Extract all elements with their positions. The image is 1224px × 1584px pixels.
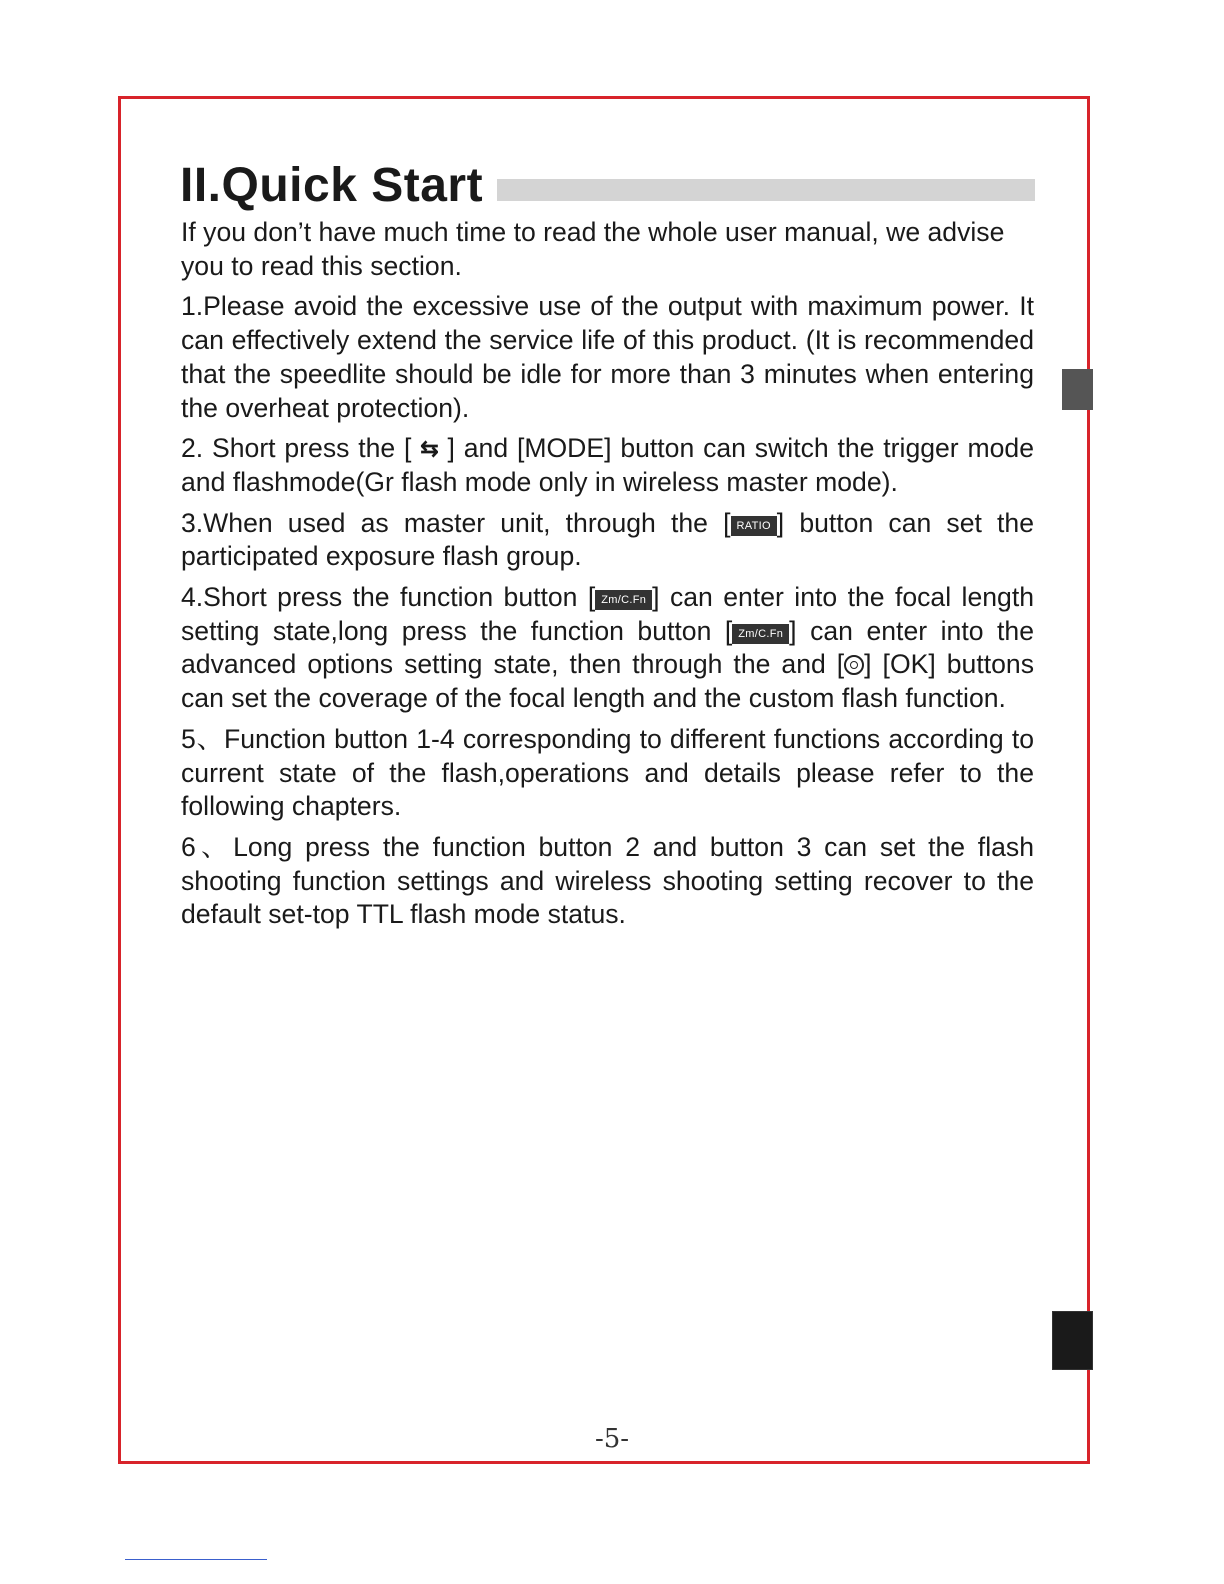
intro-paragraph: If you don’t have much time to read the whole user manual, we advise you to read this section. xyxy=(181,217,1005,281)
page-number: -5- xyxy=(594,1424,630,1454)
heading-rule xyxy=(497,179,1035,201)
section-tab-marker-dark xyxy=(1052,1311,1093,1370)
list-item-6: 6、Long press the function button 2 and button 3 can set the flash shooting function settings and wireless shooting setting recover to the default set-top TTL flash mode status. xyxy=(181,831,1034,930)
main-content xyxy=(181,216,1034,939)
zm-cfn-key-icon: Zm/C.Fn xyxy=(595,590,652,610)
trigger-mode-icon: ⇆ xyxy=(420,436,439,462)
list-item-1: 1.Please avoid the excessive use of the output with maximum power. It can effectively extend the service life of this product. (It is recommended that the speedlite should be idle for more than 3 minutes when entering the overheat protection). xyxy=(181,291,1034,423)
list-item-3 xyxy=(181,507,1034,574)
list-item-3-text-b: ] button can set the participated exposure flash group. xyxy=(181,507,1035,572)
list-item-2 xyxy=(181,432,1034,499)
select-dial-icon xyxy=(844,655,864,675)
list-item-2-text-b: ] and [MODE] button can switch the trigger mode and flashmode(Gr flash mode only in wireless master mode). xyxy=(181,433,1035,497)
list-item-5: 5、Function button 1-4 corresponding to different functions according to current state of the flash,operations and details please refer to the following chapters. xyxy=(181,723,1034,822)
zm-cfn-key-icon: Zm/C.Fn xyxy=(732,624,789,644)
list-item-4 xyxy=(181,581,1034,716)
footer-rule xyxy=(125,1559,267,1560)
list-item-4-text-c: ] can enter into the advanced options setting state, then through the and [ xyxy=(181,615,1034,680)
page-title: II.Quick Start xyxy=(180,159,484,212)
list-item-3-text-a: 3.When used as master unit, through the [ xyxy=(181,507,731,538)
section-heading xyxy=(180,158,1035,214)
ratio-key-icon: RATIO xyxy=(731,516,777,536)
list-item-4-text-d: ] [OK] buttons can set the coverage of the focal length and the custom flash function. xyxy=(181,649,1034,714)
section-tab-marker xyxy=(1062,369,1093,410)
list-item-2-text-a: 2. Short press the [ xyxy=(181,433,412,464)
list-item-4-text-b: ] can enter into the focal length setting state,long press the function button [ xyxy=(181,582,1034,646)
list-item-4-text-a: 4.Short press the function button [ xyxy=(181,582,596,613)
